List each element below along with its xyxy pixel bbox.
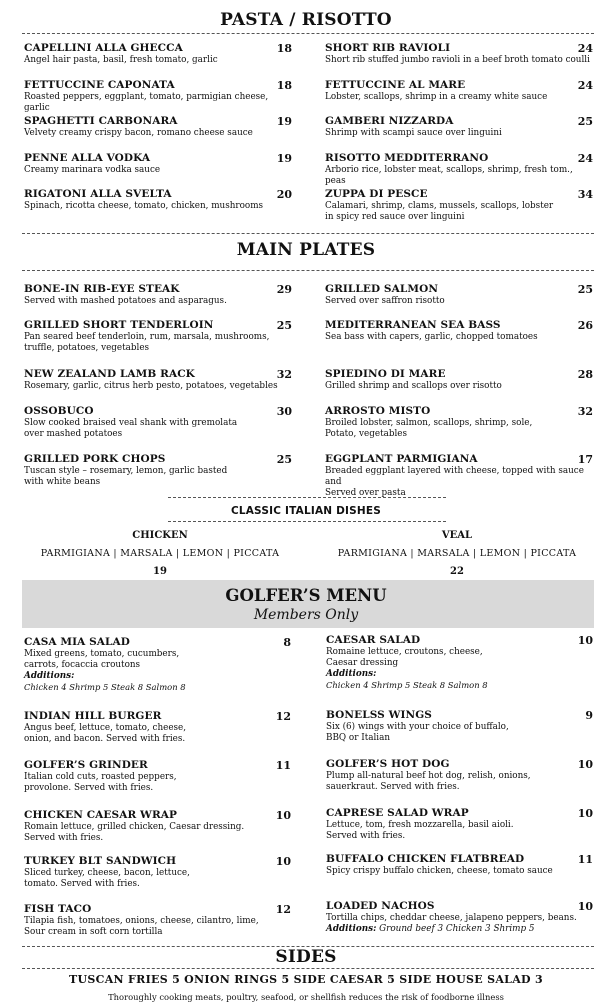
classic-veal: [326, 530, 588, 577]
menu-item: [24, 636, 291, 693]
menu-item-price: 29: [276, 283, 292, 296]
additions-label: Additions:: [24, 671, 75, 681]
divider: [22, 270, 594, 271]
menu-item-price: 11: [275, 759, 291, 772]
menu-item-header: [24, 319, 292, 332]
menu-item-price: 19: [276, 115, 292, 128]
menu-item-price: 10: [577, 758, 593, 771]
additions-label: Additions:: [326, 924, 377, 934]
menu-item-price: 19: [276, 152, 292, 165]
menu-item: [326, 900, 593, 935]
menu-item-description: Spicy crispy buffalo chicken, cheese, tomato sauce: [326, 866, 553, 876]
menu-item-name: BONE-IN RIB-EYE STEAK: [24, 283, 180, 295]
menu-item-description: Short rib stuffed jumbo ravioli in a beef broth tomato coulli: [325, 55, 590, 65]
menu-item-name: MEDITERRANEAN SEA BASS: [325, 319, 501, 331]
menu-item-name: SPAGHETTI CARBONARA: [24, 115, 178, 127]
menu-item: [325, 152, 593, 187]
menu-item-price: 11: [577, 853, 593, 866]
menu-item: [325, 79, 593, 103]
menu-item-header: [325, 152, 593, 165]
menu-item: [24, 809, 291, 844]
menu-item-description: Velvety creamy crispy bacon, romano cheese sauce: [24, 128, 253, 138]
menu-item-description: Potato, vegetables: [325, 429, 408, 439]
classic-chicken-price: 19: [153, 566, 167, 577]
menu-item-header: [24, 152, 292, 165]
menu-item-header: [24, 283, 292, 296]
menu-item-description: Slow cooked braised veal shank with gremolata: [24, 418, 238, 428]
classic-dishes-title: CLASSIC ITALIAN DISHES: [230, 505, 382, 517]
menu-item-price: 10: [577, 634, 593, 647]
menu-item-name: EGGPLANT PARMIGIANA: [325, 453, 478, 465]
menu-item-price: 25: [577, 115, 593, 128]
menu-item-header: [325, 79, 593, 92]
menu-item-header: [325, 319, 593, 332]
menu-item-header: [24, 855, 291, 868]
menu-item-price: 30: [276, 405, 292, 418]
menu-item-price: 24: [577, 152, 593, 165]
menu-item-description: Grilled shrimp and scallops over risotto: [325, 381, 502, 391]
menu-item-name: CAESAR SALAD: [326, 634, 421, 646]
menu-item-name: INDIAN HILL BURGER: [24, 710, 162, 722]
menu-item-header: [24, 405, 292, 418]
menu-item-name: GRILLED SHORT TENDERLOIN: [24, 319, 214, 331]
menu-item-name: FETTUCCINE CAPONATA: [24, 79, 175, 91]
menu-item-price: 12: [275, 903, 291, 916]
menu-item: [326, 758, 593, 793]
menu-item-description: Shrimp with scampi sauce over linguini: [325, 128, 502, 138]
classic-chicken-options: PARMIGIANA | MARSALA | LEMON | PICCATA: [40, 548, 280, 559]
section-title-main-plates: MAIN PLATES: [236, 240, 376, 260]
menu-item-description: Served with fries.: [24, 833, 104, 843]
menu-item: [24, 405, 292, 440]
menu-item-name: CAPELLINI ALLA GHECCA: [24, 42, 183, 54]
menu-item-name: GOLFER’S GRINDER: [24, 759, 148, 771]
menu-item-name: CASA MIA SALAD: [24, 636, 130, 648]
menu-item-description: Caesar dressing: [326, 658, 399, 668]
menu-item-price: 32: [276, 368, 292, 381]
menu-item-price: 18: [276, 79, 292, 92]
classic-veal-price: 22: [450, 566, 464, 577]
menu-item-price: 8: [283, 636, 291, 649]
menu-item-price: 24: [577, 79, 593, 92]
menu-item-name: PENNE ALLA VODKA: [24, 152, 151, 164]
menu-item: [325, 453, 593, 499]
menu-item-header: [24, 636, 291, 649]
divider: [22, 33, 594, 34]
menu-item-price: 20: [276, 188, 292, 201]
menu-item-description: Served with mashed potatoes and asparagus.: [24, 296, 227, 306]
menu-item-description: Breaded eggplant layered with cheese, topped with sauce and: [325, 466, 584, 487]
section-title-pasta: PASTA / RISOTTO: [220, 10, 392, 30]
additions-label: Additions:: [326, 669, 377, 679]
menu-item: [24, 152, 292, 176]
menu-item: [24, 42, 292, 66]
menu-item-header: [24, 759, 291, 772]
sides-list: TUSCAN FRIES 5 ONION RINGS 5 SIDE CAESAR 5 SIDE HOUSE SALAD 3: [69, 973, 543, 986]
menu-item-description: Spinach, ricotta cheese, tomato, chicken, mushrooms: [24, 201, 264, 211]
menu-item: [326, 634, 593, 691]
menu-item-description: onion, and bacon. Served with fries.: [24, 734, 186, 744]
menu-item-description: BBQ or Italian: [326, 733, 391, 743]
menu-item-name: GOLFER’S HOT DOG: [326, 758, 450, 770]
menu-item-description: Tilapia fish, tomatoes, onions, cheese, cilantro, lime,: [24, 916, 259, 926]
menu-item: [24, 319, 292, 354]
additions-list: Chicken 4 Shrimp 5 Steak 8 Salmon 8: [326, 680, 488, 690]
menu-item-name: GRILLED PORK CHOPS: [24, 453, 166, 465]
menu-item-name: GAMBERI NIZZARDA: [325, 115, 454, 127]
menu-item: [325, 283, 593, 307]
menu-item-header: [325, 283, 593, 296]
menu-item: [24, 710, 291, 745]
menu-item-header: [326, 900, 593, 913]
menu-item-name: RIGATONI ALLA SVELTA: [24, 188, 172, 200]
menu-item-price: 18: [276, 42, 292, 55]
menu-item: [24, 115, 292, 139]
menu-item-description: Sliced turkey, cheese, bacon, lettuce,: [24, 868, 190, 878]
menu-item-name: BONELSS WINGS: [326, 709, 432, 721]
menu-item-header: [325, 405, 593, 418]
menu-item-header: [24, 453, 292, 466]
menu-item: [326, 853, 593, 877]
divider: [22, 968, 594, 969]
menu-item-description: Plump all-natural beef hot dog, relish, onions,: [326, 771, 531, 781]
menu-item: [325, 319, 593, 343]
divider: [22, 233, 594, 234]
menu-item-description: Broiled lobster, salmon, scallops, shrimp, sole,: [325, 418, 533, 428]
menu-item-name: LOADED NACHOS: [326, 900, 435, 912]
menu-item-description: with white beans: [24, 477, 101, 487]
menu-item-price: 24: [577, 42, 593, 55]
additions-line: [326, 924, 593, 935]
menu-item-header: [325, 368, 593, 381]
section-title-sides: SIDES: [275, 947, 337, 967]
menu-item-name: ARROSTO MISTO: [325, 405, 431, 417]
menu-item-description: tomato. Served with fries.: [24, 879, 140, 889]
menu-item-description: truffle, potatoes, vegetables: [24, 343, 150, 353]
menu-item-header: [326, 709, 593, 722]
classic-chicken-title: CHICKEN: [132, 530, 188, 541]
menu-item-description: Romaine lettuce, croutons, cheese,: [326, 647, 483, 657]
menu-item-description: Six (6) wings with your choice of buffalo,: [326, 722, 509, 732]
menu-item: [24, 855, 291, 890]
menu-item-description: Calamari, shrimp, clams, mussels, scallops, lobster: [325, 201, 554, 211]
menu-item: [24, 79, 292, 114]
menu-item-description: Lobster, scallops, shrimp in a creamy white sauce: [325, 92, 548, 102]
golfer-menu-title: GOLFER’S MENU: [225, 586, 387, 605]
menu-item-price: 25: [276, 319, 292, 332]
menu-item-header: [24, 809, 291, 822]
menu-item-price: 10: [275, 855, 291, 868]
menu-item: [325, 188, 593, 223]
menu-item-price: 12: [275, 710, 291, 723]
menu-item: [24, 283, 292, 307]
menu-item-description: provolone. Served with fries.: [24, 783, 154, 793]
menu-item-name: FETTUCCINE AL MARE: [325, 79, 466, 91]
menu-item-price: 32: [577, 405, 593, 418]
additions-list: Chicken 4 Shrimp 5 Steak 8 Salmon 8: [24, 682, 186, 692]
menu-item-description: Rosemary, garlic, citrus herb pesto, potatoes, vegetables: [24, 381, 278, 391]
menu-item-header: [325, 115, 593, 128]
divider: [168, 521, 446, 522]
menu-item: [24, 453, 292, 488]
menu-item-header: [24, 710, 291, 723]
menu-item-price: 34: [577, 188, 593, 201]
menu-item-header: [24, 79, 292, 92]
menu-item-name: RISOTTO MEDDITERRANO: [325, 152, 489, 164]
menu-item-name: CAPRESE SALAD WRAP: [326, 807, 469, 819]
menu-item-description: in spicy red sauce over linguini: [325, 212, 465, 222]
menu-item-price: 10: [577, 807, 593, 820]
menu-item-header: [24, 368, 292, 381]
menu-item-header: [326, 807, 593, 820]
menu-item-price: 10: [577, 900, 593, 913]
menu-item: [24, 903, 291, 938]
classic-veal-options: PARMIGIANA | MARSALA | LEMON | PICCATA: [337, 548, 577, 559]
menu-item-description: Angus beef, lettuce, tomato, cheese,: [24, 723, 187, 733]
menu-item-price: 17: [577, 453, 593, 466]
menu-item-header: [325, 188, 593, 201]
additions-list: Ground beef 3 Chicken 3 Shrimp 5: [376, 924, 535, 934]
food-safety-notice: Thoroughly cooking meats, poultry, seafood, or shellfish reduces the risk of foodborne illness: [108, 992, 504, 1002]
menu-item-name: OSSOBUCO: [24, 405, 94, 417]
menu-item-price: 25: [577, 283, 593, 296]
menu-item: [326, 807, 593, 842]
menu-item-header: [326, 758, 593, 771]
menu-item-description: carrots, focaccia croutons: [24, 660, 141, 670]
menu-item-price: 25: [276, 453, 292, 466]
menu-item: [325, 42, 593, 66]
menu-item-description: over mashed potatoes: [24, 429, 123, 439]
menu-item-price: 9: [585, 709, 593, 722]
menu-item-description: Served with fries.: [326, 831, 406, 841]
menu-item-name: SHORT RIB RAVIOLI: [325, 42, 451, 54]
menu-item-description: Mixed greens, tomato, cucumbers,: [24, 649, 180, 659]
menu-item-description: Romain lettuce, grilled chicken, Caesar dressing.: [24, 822, 245, 832]
menu-item: [24, 368, 292, 392]
menu-item-price: 26: [577, 319, 593, 332]
menu-item-header: [24, 115, 292, 128]
menu-item: [24, 759, 291, 794]
menu-item-name: GRILLED SALMON: [325, 283, 439, 295]
menu-item-description: Tortilla chips, cheddar cheese, jalapeno peppers, beans.: [326, 913, 577, 923]
menu-item-description: Arborio rice, lobster meat, scallops, shrimp, fresh tom., peas: [325, 165, 573, 186]
menu-item-description: Served over saffron risotto: [325, 296, 445, 306]
menu-item-header: [325, 42, 593, 55]
menu-item-description: sauerkraut. Served with fries.: [326, 782, 460, 792]
menu-item-header: [326, 853, 593, 866]
menu-item-name: FISH TACO: [24, 903, 92, 915]
menu-item-description: Angel hair pasta, basil, fresh tomato, garlic: [24, 55, 218, 65]
menu-item-name: TURKEY BLT SANDWICH: [24, 855, 177, 867]
menu-item: [325, 115, 593, 139]
menu-item-name: ZUPPA DI PESCE: [325, 188, 428, 200]
menu-item-header: [325, 453, 593, 466]
menu-item-description: Pan seared beef tenderloin, rum, marsala, mushrooms,: [24, 332, 270, 342]
menu-item-name: CHICKEN CAESAR WRAP: [24, 809, 178, 821]
classic-chicken: [29, 530, 291, 577]
menu-item: [325, 368, 593, 392]
menu-item-header: [24, 188, 292, 201]
menu-item-header: [326, 634, 593, 647]
menu-item: [24, 188, 292, 212]
menu-item-description: Italian cold cuts, roasted peppers,: [24, 772, 177, 782]
menu-item: [325, 405, 593, 440]
menu-item-description: Tuscan style – rosemary, lemon, garlic basted: [24, 466, 228, 476]
menu-item-header: [24, 903, 291, 916]
menu-item-name: SPIEDINO DI MARE: [325, 368, 446, 380]
menu-item-name: BUFFALO CHICKEN FLATBREAD: [326, 853, 525, 865]
menu-item-description: Creamy marinara vodka sauce: [24, 165, 161, 175]
menu-item-price: 10: [275, 809, 291, 822]
menu-item: [326, 709, 593, 744]
menu-item-description: Served over pasta: [325, 488, 406, 498]
menu-item-description: Roasted peppers, eggplant, tomato, parmigian cheese, garlic: [24, 92, 269, 113]
menu-item-header: [24, 42, 292, 55]
menu-item-description: Sea bass with capers, garlic, chopped tomatoes: [325, 332, 538, 342]
golfer-menu-subtitle: Members Only: [253, 607, 359, 623]
menu-item-price: 28: [577, 368, 593, 381]
classic-veal-title: VEAL: [441, 530, 473, 541]
menu-item-description: Sour cream in soft corn tortilla: [24, 927, 163, 937]
menu-item-description: Lettuce, tom, fresh mozzarella, basil aioli.: [326, 820, 514, 830]
menu-item-name: NEW ZEALAND LAMB RACK: [24, 368, 195, 380]
